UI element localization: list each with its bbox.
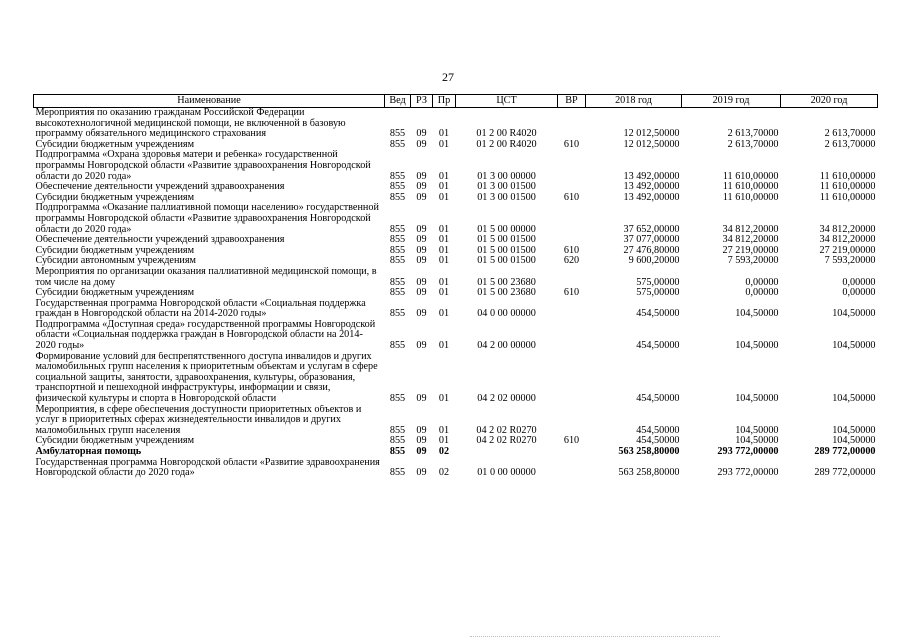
cell-name: Мероприятия, в сфере обеспечения доступности приоритетных объектов и услуг в приоритетных сферах жизнедеятельности инвалидов и других маломобильных групп населения	[35, 404, 362, 436]
cell-ved: 855	[389, 128, 406, 140]
cell-name: Субсидии автономным учреждениям	[35, 256, 196, 267]
cell-rz: 09	[416, 308, 427, 320]
cell-name: Обеспечение деятельности учреждений здравоохранения	[35, 182, 285, 193]
cell-cst: 01 5 00 23680	[477, 276, 536, 288]
cell-ved: 855	[389, 245, 406, 256]
cell-2020: 2 613,70000	[824, 128, 876, 140]
cell-rz: 09	[416, 192, 427, 203]
cell-pr: 01	[438, 436, 450, 447]
cell-2018: 9 600,20000	[628, 256, 680, 267]
cell-2019: 7 593,20000	[727, 256, 779, 267]
cell-pr: 01	[438, 276, 450, 288]
cell-2019: 0,00000	[745, 288, 779, 299]
cell-vr	[558, 182, 586, 193]
cell-2018: 37 077,00000	[623, 235, 680, 246]
cell-2019: 11 610,00000	[722, 192, 779, 203]
cell-ved: 855	[389, 436, 406, 447]
cell-name: Подпрограмма «Охрана здоровья матери и ребенка» государственной программы Новгородской области «Развитие здравоохранения Новгородской области до 2020 года»	[35, 150, 371, 182]
cell-2020: 289 772,00000	[814, 447, 876, 457]
cell-2020: 34 812,20000	[819, 223, 876, 235]
cell-2019: 293 772,00000	[717, 447, 779, 457]
cell-2020: 27 219,00000	[819, 245, 876, 256]
cell-pr: 01	[438, 256, 450, 267]
cell-cst: 01 0 00 00000	[477, 467, 536, 479]
cell-cst: 04 0 00 00000	[477, 308, 536, 320]
cell-cst: 01 5 00 23680	[477, 288, 536, 299]
cell-2020: 11 610,00000	[819, 192, 876, 203]
cell-2019: 27 219,00000	[722, 245, 779, 256]
cell-pr: 01	[438, 192, 450, 203]
header-ved: Вед	[385, 95, 411, 108]
header-cst: ЦСТ	[456, 95, 558, 108]
table-row	[34, 405, 878, 437]
cell-ved: 855	[389, 235, 406, 246]
cell-pr: 01	[438, 170, 450, 182]
cell-pr: 01	[438, 308, 450, 320]
cell-2020: 34 812,20000	[819, 235, 876, 246]
table-row	[34, 267, 878, 288]
cell-rz: 09	[416, 447, 427, 457]
cell-2018: 563 258,80000	[618, 447, 680, 457]
table-row	[34, 182, 878, 193]
table-row	[34, 150, 878, 182]
cell-2019: 104,50000	[735, 436, 779, 447]
cell-pr: 01	[438, 235, 450, 246]
cell-2020: 7 593,20000	[824, 256, 876, 267]
cell-2020: 104,50000	[832, 393, 876, 405]
cell-vr	[558, 108, 586, 140]
cell-2018: 454,50000	[636, 308, 680, 320]
cell-vr	[558, 235, 586, 246]
table-row	[34, 108, 878, 140]
table-row	[34, 256, 878, 267]
cell-2020: 104,50000	[832, 340, 876, 352]
cell-name: Подпрограмма «Оказание паллиативной помощи населению» государственной программы Новгородской области «Развитие здравоохранения Новгородской области до 2020 года»	[35, 203, 379, 235]
cell-2019: 34 812,20000	[722, 223, 779, 235]
header-2019: 2019 год	[682, 95, 781, 108]
cell-2018: 12 012,50000	[623, 139, 680, 150]
header-vr: ВР	[558, 95, 586, 108]
scan-artifact	[470, 636, 720, 639]
cell-2019: 2 613,70000	[727, 128, 779, 140]
table-row	[34, 246, 878, 257]
cell-2020: 104,50000	[832, 308, 876, 320]
cell-2018: 454,50000	[636, 393, 680, 405]
cell-2018: 454,50000	[636, 424, 680, 436]
table-body	[34, 108, 878, 479]
cell-rz: 09	[416, 467, 427, 479]
cell-rz: 09	[416, 245, 427, 256]
cell-name: Субсидии бюджетным учреждениям	[35, 288, 195, 299]
cell-vr	[558, 299, 586, 320]
cell-2019: 11 610,00000	[722, 182, 779, 193]
cell-vr: 610	[563, 139, 580, 150]
cell-ved: 855	[389, 288, 406, 299]
cell-name: Формирование условий для беспрепятственного доступа инвалидов и других маломобильных групп населения к приоритетным объектам и услугам в сфере социальной защиты, занятости, здравоохранения, культуры, образования, транспортной и пешеходной инфраструктуры, информации и связи, физической культуры и спорта в Новгородской области	[35, 351, 378, 405]
cell-vr	[558, 320, 586, 352]
budget-table	[33, 94, 878, 479]
cell-pr: 02	[438, 467, 450, 479]
cell-2019: 293 772,00000	[717, 467, 779, 479]
cell-pr: 01	[438, 182, 450, 193]
cell-ved: 855	[389, 170, 406, 182]
table-row	[34, 140, 878, 151]
cell-name: Субсидии бюджетным учреждениям	[35, 436, 195, 447]
cell-rz: 09	[416, 235, 427, 246]
cell-2019: 104,50000	[735, 424, 779, 436]
cell-cst: 01 5 00 01500	[477, 245, 536, 256]
cell-cst: 01 5 00 01500	[477, 235, 536, 246]
cell-ved: 855	[389, 467, 406, 479]
table-row	[34, 447, 878, 458]
cell-ved: 855	[389, 393, 406, 405]
cell-rz: 09	[416, 276, 427, 288]
header-name: Наименование	[34, 95, 385, 108]
table-row	[34, 299, 878, 320]
header-rz: РЗ	[411, 95, 433, 108]
header-2020: 2020 год	[781, 95, 878, 108]
cell-2020: 0,00000	[842, 276, 876, 288]
cell-2018: 12 012,50000	[623, 128, 680, 140]
cell-cst: 01 2 00 R4020	[476, 139, 537, 150]
cell-rz: 09	[416, 424, 427, 436]
cell-pr: 01	[438, 128, 450, 140]
cell-rz: 09	[416, 436, 427, 447]
cell-pr: 01	[438, 288, 450, 299]
cell-cst: 04 2 02 R0270	[476, 436, 537, 447]
cell-rz: 09	[416, 139, 427, 150]
cell-2019: 104,50000	[735, 393, 779, 405]
cell-2018: 27 476,80000	[623, 245, 680, 256]
cell-cst: 01 3 00 01500	[477, 192, 536, 203]
cell-name: Субсидии бюджетным учреждениям	[35, 245, 195, 256]
cell-rz: 09	[416, 340, 427, 352]
cell-rz: 09	[416, 256, 427, 267]
cell-rz: 09	[416, 288, 427, 299]
cell-name: Обеспечение деятельности учреждений здравоохранения	[35, 235, 285, 246]
cell-vr	[558, 150, 586, 182]
cell-2018: 37 652,00000	[623, 223, 680, 235]
cell-cst: 01 3 00 01500	[477, 182, 536, 193]
cell-vr: 610	[563, 245, 580, 256]
cell-ved: 855	[389, 276, 406, 288]
cell-2020: 289 772,00000	[814, 467, 876, 479]
cell-name: Государственная программа Новгородской области «Социальная поддержка граждан в Новгородской области на 2014-2020 годы»	[35, 298, 366, 320]
cell-ved: 855	[389, 424, 406, 436]
cell-ved: 855	[389, 340, 406, 352]
cell-cst: 01 2 00 R4020	[476, 128, 537, 140]
cell-rz: 09	[416, 393, 427, 405]
cell-name: Амбулаторная помощь	[35, 447, 142, 457]
cell-2020: 11 610,00000	[819, 182, 876, 193]
cell-vr	[558, 203, 586, 235]
cell-ved: 855	[389, 447, 406, 457]
cell-2018: 454,50000	[636, 436, 680, 447]
cell-2020: 104,50000	[832, 436, 876, 447]
cell-vr	[558, 267, 586, 288]
table-row	[34, 288, 878, 299]
cell-2018: 13 492,00000	[623, 170, 680, 182]
table-row	[34, 352, 878, 405]
cell-2020: 104,50000	[832, 424, 876, 436]
cell-pr: 01	[438, 340, 450, 352]
table-row	[34, 193, 878, 204]
cell-cst: 01 5 00 01500	[477, 256, 536, 267]
cell-ved: 855	[389, 308, 406, 320]
cell-2019: 0,00000	[745, 276, 779, 288]
cell-ved: 855	[389, 223, 406, 235]
cell-rz: 09	[416, 128, 427, 140]
cell-vr: 620	[563, 256, 580, 267]
cell-2020: 2 613,70000	[824, 139, 876, 150]
cell-2019: 104,50000	[735, 308, 779, 320]
cell-2020: 0,00000	[842, 288, 876, 299]
cell-pr: 01	[438, 223, 450, 235]
cell-vr: 610	[563, 436, 580, 447]
cell-vr	[558, 458, 586, 479]
cell-vr	[558, 447, 586, 458]
cell-pr: 01	[438, 424, 450, 436]
cell-name: Субсидии бюджетным учреждениям	[35, 139, 195, 150]
cell-name: Субсидии бюджетным учреждениям	[35, 192, 195, 203]
cell-pr: 01	[438, 245, 450, 256]
table-row	[34, 436, 878, 447]
header-2018: 2018 год	[586, 95, 682, 108]
cell-name: Государственная программа Новгородской области «Развитие здравоохранения Новгородской области до 2020 года»	[35, 457, 380, 479]
cell-name: Мероприятия по организации оказания паллиативной медицинской помощи, в том числе на дому	[35, 266, 377, 288]
cell-cst: 01 5 00 00000	[477, 223, 536, 235]
cell-rz: 09	[416, 170, 427, 182]
cell-vr: 610	[563, 192, 580, 203]
cell-rz: 09	[416, 182, 427, 193]
cell-ved: 855	[389, 182, 406, 193]
table-row	[34, 458, 878, 479]
cell-pr: 01	[438, 139, 450, 150]
cell-2019: 11 610,00000	[722, 170, 779, 182]
cell-vr	[558, 405, 586, 437]
cell-2018: 575,00000	[636, 288, 680, 299]
cell-cst: 04 2 02 R0270	[476, 424, 537, 436]
cell-2018: 563 258,80000	[618, 467, 680, 479]
table-header-row	[34, 95, 878, 108]
cell-ved: 855	[389, 139, 406, 150]
table-row	[34, 235, 878, 246]
cell-vr: 610	[563, 288, 580, 299]
table-row	[34, 320, 878, 352]
cell-cst: 04 2 00 00000	[477, 340, 536, 352]
cell-2020: 11 610,00000	[819, 170, 876, 182]
cell-2018: 454,50000	[636, 340, 680, 352]
cell-name: Подпрограмма «Доступная среда» государственной программы Новгородской области «Социальная поддержка граждан в Новгородской области на 2014-2020 годы»	[35, 319, 376, 352]
table-row	[34, 203, 878, 235]
cell-vr	[558, 352, 586, 405]
cell-2018: 13 492,00000	[623, 182, 680, 193]
cell-ved: 855	[389, 256, 406, 267]
page-number: 27	[442, 70, 454, 84]
cell-cst	[456, 447, 558, 458]
cell-2018: 13 492,00000	[623, 192, 680, 203]
cell-2018: 575,00000	[636, 276, 680, 288]
cell-pr: 01	[438, 393, 450, 405]
cell-2019: 104,50000	[735, 340, 779, 352]
cell-cst: 04 2 02 00000	[477, 393, 536, 405]
header-pr: Пр	[433, 95, 456, 108]
cell-cst: 01 3 00 00000	[477, 170, 536, 182]
cell-pr: 02	[438, 447, 450, 457]
cell-rz: 09	[416, 223, 427, 235]
cell-2019: 34 812,20000	[722, 235, 779, 246]
cell-2019: 2 613,70000	[727, 139, 779, 150]
cell-ved: 855	[389, 192, 406, 203]
cell-name: Мероприятия по оказанию гражданам Российской Федерации высокотехнологичной медицинской помощи, не включенной в базовую программу обязательного медицинского страхования	[35, 107, 346, 140]
